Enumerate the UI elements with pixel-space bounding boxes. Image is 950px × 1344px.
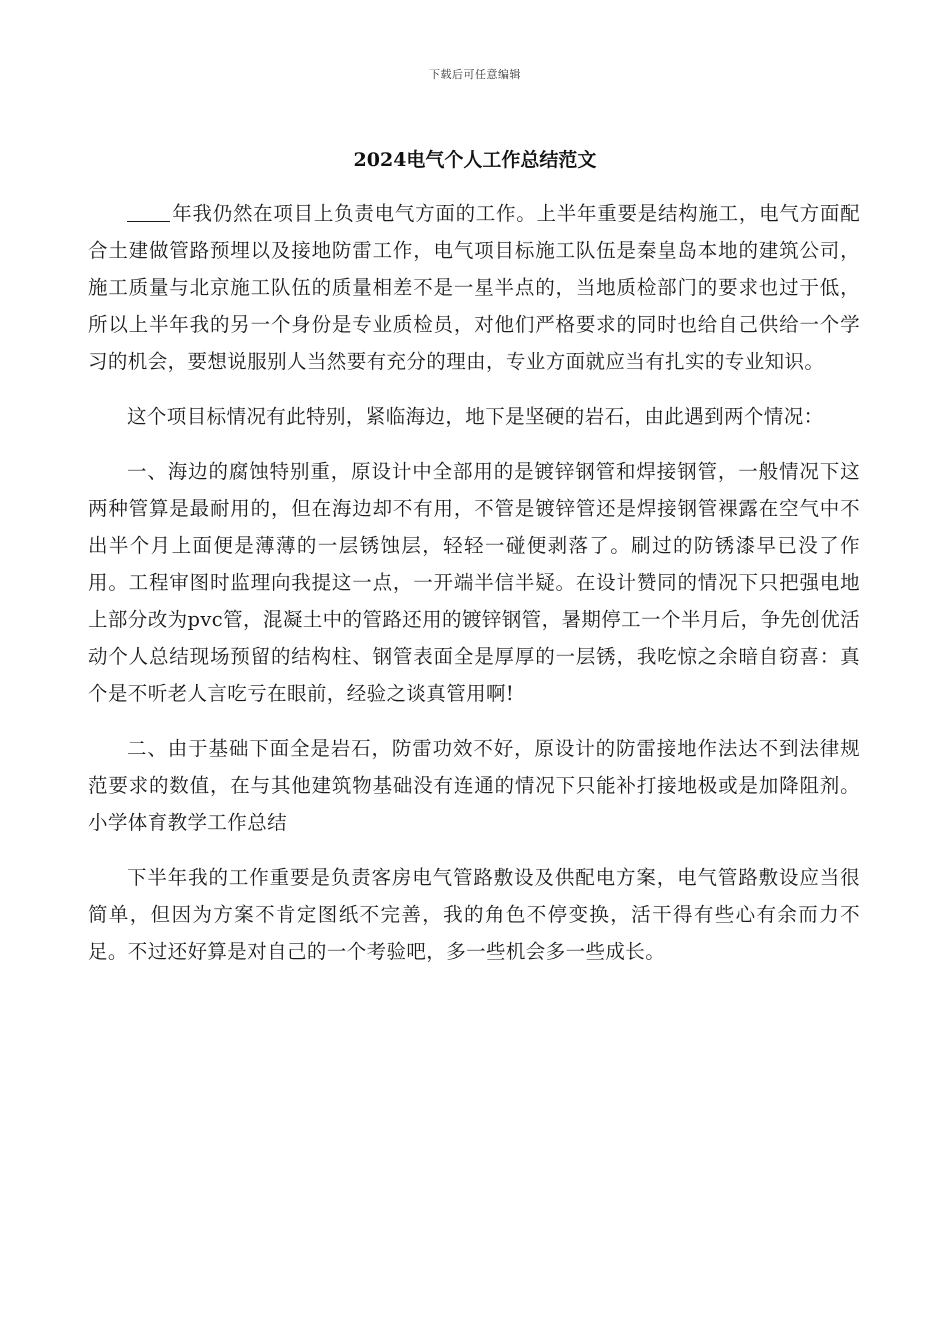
- paragraph-1-text: 年我仍然在项目上负责电气方面的工作。上半年重要是结构施工，电气方面配合土建做管路预埋以及接地防雷工作，电气项目标施工队伍是秦皇岛本地的建筑公司，施工质量与北京施工队伍的质量相差不是一星半点的，当地质检部门的要求也过于低，所以上半年我的另一个身份是专业质检员，对他们严格要求的同时也给自己供给一个学习的机会，要想说服别人当然要有充分的理由，专业方面就应当有扎实的专业知识。: [88, 202, 860, 373]
- paragraph-3: 一、海边的腐蚀特别重，原设计中全部用的是镀锌钢管和焊接钢管，一般情况下这两种管算是最耐用的，但在海边却不有用，不管是镀锌管还是焊接钢管裸露在空气中不出半个月上面便是薄薄的一层锈蚀层，轻轻一碰便剥落了。刷过的防锈漆早已没了作用。工程审图时监理向我提这一点，一开端半信半疑。在设计赞同的情况下只把强电地上部分改为pvc管，混凝土中的管路还用的镀锌钢管，暑期停工一个半月后，争先创优活动个人总结现场预留的结构柱、钢管表面全是厚厚的一层锈，我吃惊之余暗自窃喜：真个是不听老人言吃亏在眼前，经验之谈真管用啊!: [88, 460, 860, 705]
- paragraph-5: 下半年我的工作重要是负责客房电气管路敷设及供配电方案，电气管路敷设应当很简单，但因为方案不肯定图纸不完善，我的角色不停变换，活干得有些心有余而力不足。不过还好算是对自己的一个考验吧，多一些机会多一些成长。: [88, 866, 860, 963]
- document-title: 2024电气个人工作总结范文: [353, 149, 597, 171]
- fill-in-blank: [127, 202, 170, 223]
- paragraph-2: 这个项目标情况有此特别，紧临海边，地下是坚硬的岩石，由此遇到两个情况：: [127, 405, 824, 428]
- document-body: [88, 195, 860, 988]
- paragraph-4: 二、由于基础下面全是岩石，防雷功效不好，原设计的防雷接地作法达不到法律规范要求的数值，在与其他建筑物基础没有连通的情况下只能补打接地极或是加降阻剂。小学体育教学工作总结: [88, 737, 860, 834]
- header-note: 下载后可任意编辑: [429, 68, 521, 81]
- paragraph-1: [88, 195, 860, 380]
